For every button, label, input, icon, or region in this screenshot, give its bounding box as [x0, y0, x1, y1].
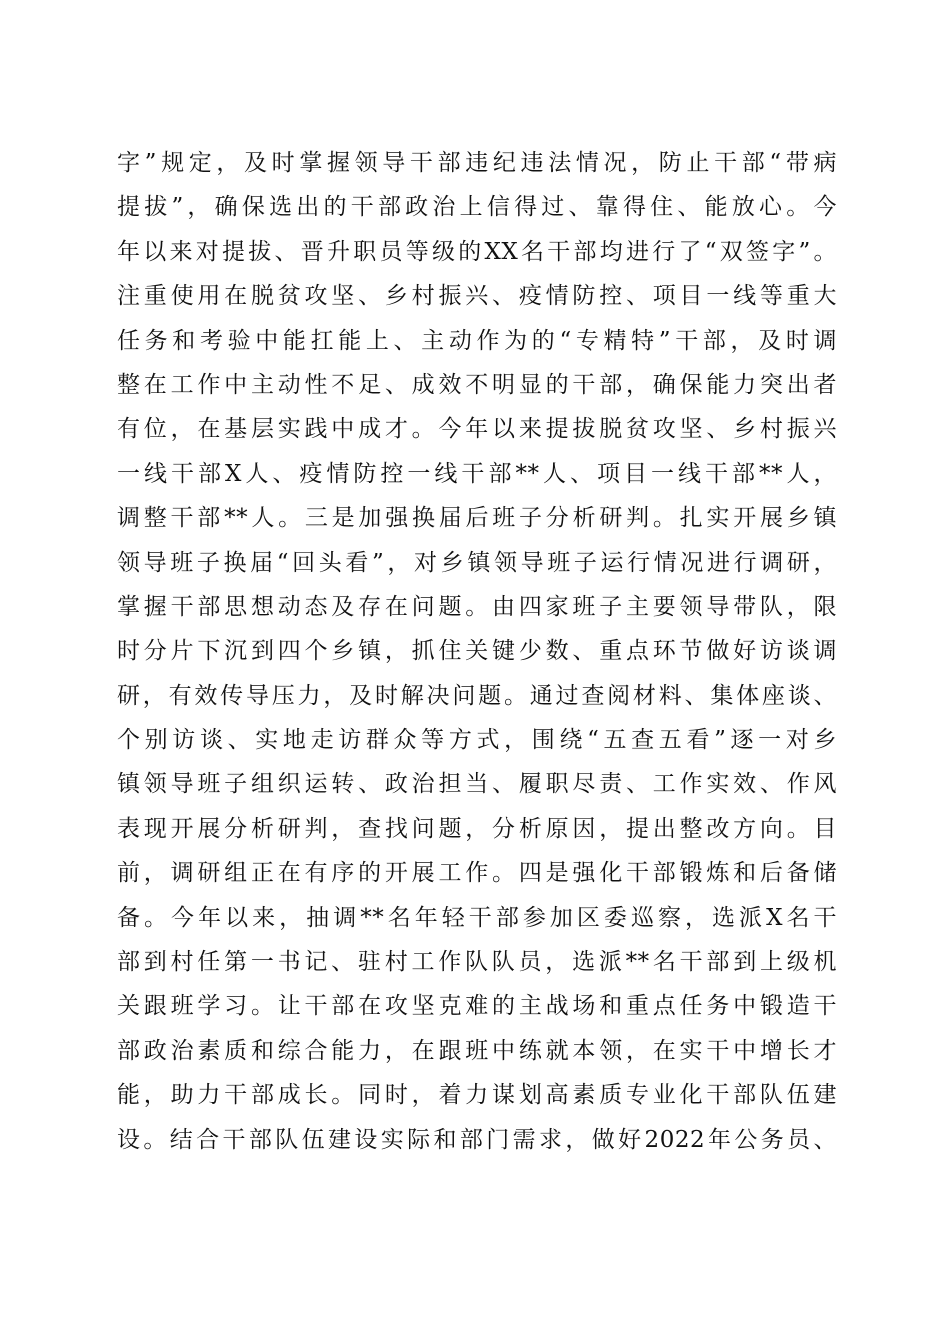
text-line: 字”规定，及时掌握领导干部违纪违法情况，防止干部“带病 — [117, 150, 837, 176]
text-line: 掌握干部思想动态及存在问题。由四家班子主要领导带队，限 — [117, 593, 837, 620]
text-line: 任务和考验中能扛能上、主动作为的“专精特”干部，及时调 — [117, 327, 837, 354]
text-line: 研，有效传导压力，及时解决问题。通过查阅材料、集体座谈、 — [117, 682, 837, 709]
text-line: 提拔”，确保选出的干部政治上信得过、靠得住、能放心。今 — [117, 194, 837, 221]
text-line: 关跟班学习。让干部在攻坚克难的主战场和重点任务中锻造干 — [117, 993, 837, 1020]
text-line: 备。今年以来，抽调**名年轻干部参加区委巡察，选派X名干 — [117, 904, 837, 931]
text-line: 有位，在基层实践中成才。今年以来提拔脱贫攻坚、乡村振兴 — [117, 416, 837, 443]
text-line: 表现开展分析研判，查找问题，分析原因，提出整改方向。目 — [117, 815, 837, 842]
text-line: 部政治素质和综合能力，在跟班中练就本领，在实干中增长才 — [117, 1037, 837, 1064]
text-line: 注重使用在脱贫攻坚、乡村振兴、疫情防控、项目一线等重大 — [117, 283, 837, 310]
text-line: 时分片下沉到四个乡镇，抓住关键少数、重点环节做好访谈调 — [117, 638, 837, 665]
text-line: 调整干部**人。三是加强换届后班子分析研判。扎实开展乡镇 — [117, 505, 837, 532]
text-line: 能，助力干部成长。同时，着力谋划高素质专业化干部队伍建 — [117, 1082, 837, 1109]
text-line: 前，调研组正在有序的开展工作。四是强化干部锻炼和后备储 — [117, 860, 837, 887]
text-line: 整在工作中主动性不足、成效不明显的干部，确保能力突出者 — [117, 371, 837, 398]
body-paragraph — [117, 141, 837, 1162]
text-line: 部到村任第一书记、驻村工作队队员，选派**名干部到上级机 — [117, 949, 837, 976]
text-line: 领导班子换届“回头看”，对乡镇领导班子运行情况进行调研， — [117, 549, 837, 576]
text-line: 镇领导班子组织运转、政治担当、履职尽责、工作实效、作风 — [117, 771, 837, 798]
text-line: 设。结合干部队伍建设实际和部门需求，做好2022年公务员、 — [117, 1126, 837, 1153]
text-line: 个别访谈、实地走访群众等方式，围绕“五查五看”逐一对乡 — [117, 727, 837, 754]
text-line: 一线干部X人、疫情防控一线干部**人、项目一线干部**人， — [117, 460, 837, 487]
text-line: 年以来对提拔、晋升职员等级的XX名干部均进行了“双签字”。 — [117, 238, 837, 265]
